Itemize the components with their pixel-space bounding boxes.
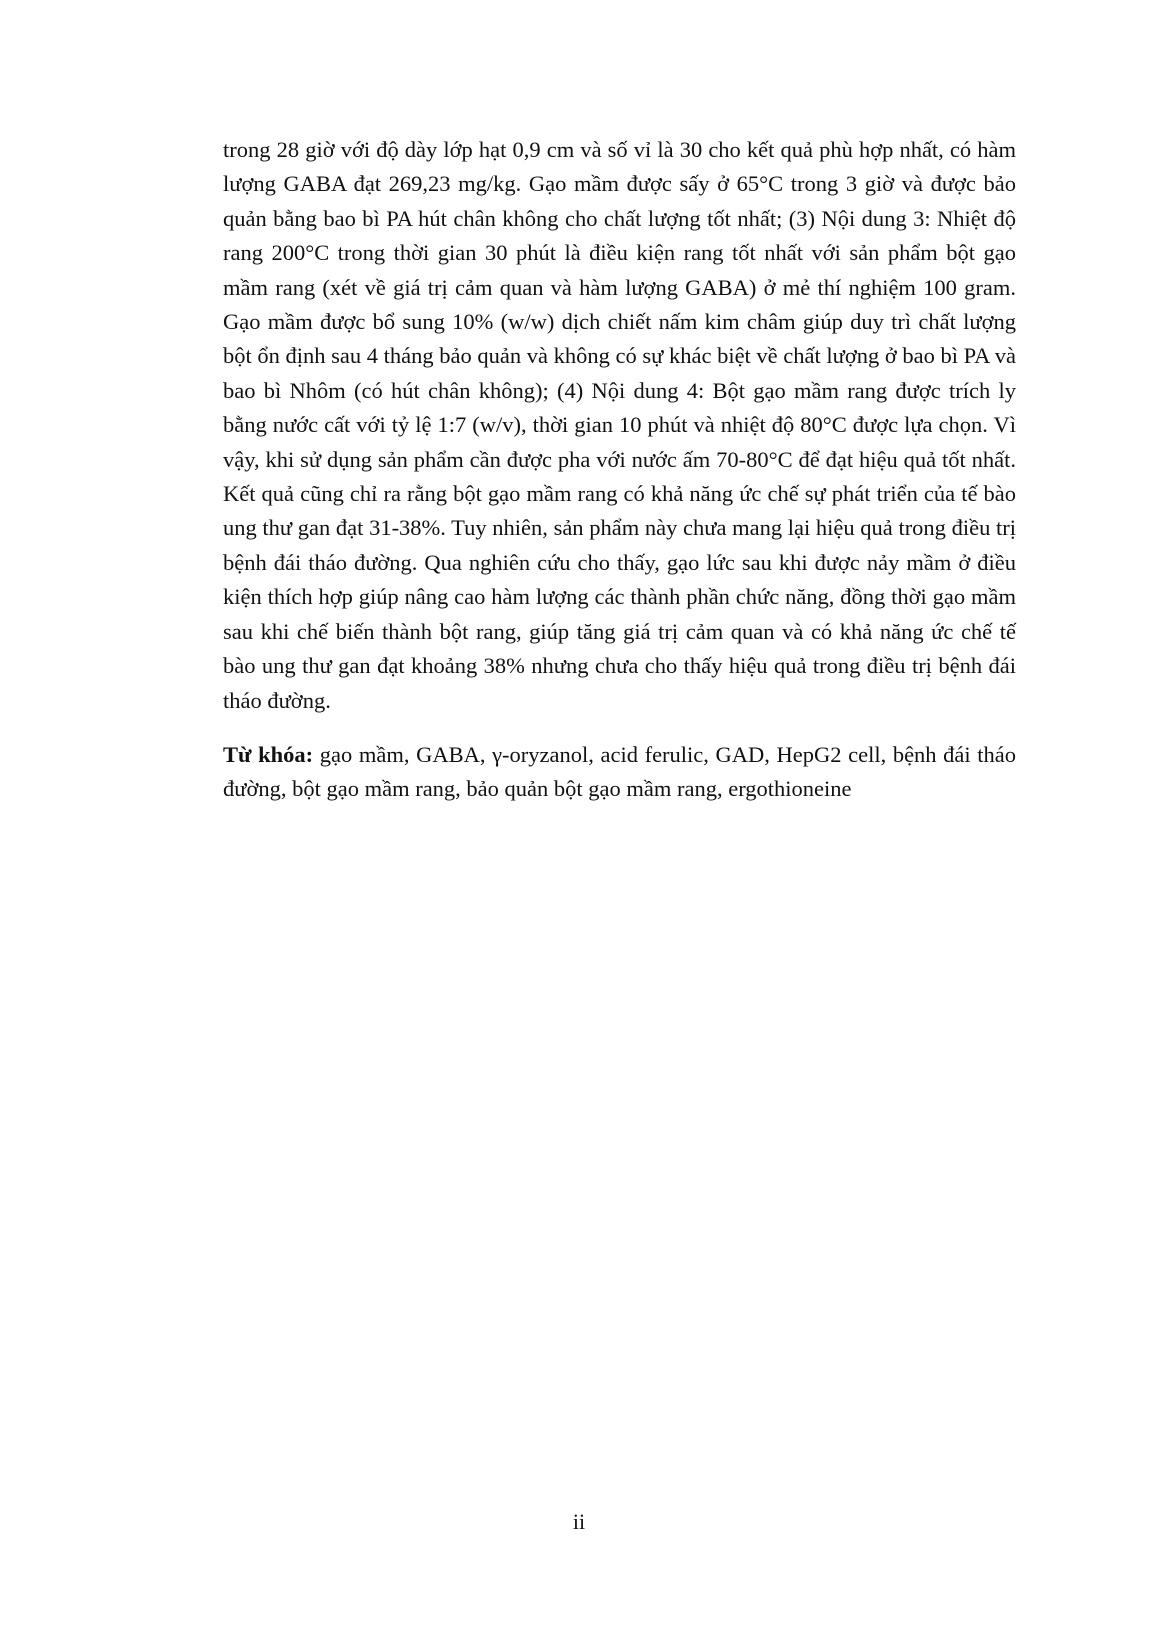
keywords-label: Từ khóa: — [223, 741, 314, 767]
abstract-paragraph: trong 28 giờ với độ dày lớp hạt 0,9 cm và số vỉ là 30 cho kết quả phù hợp nhất, có hàm lượng GABA đạt 269,23 mg/kg. Gạo mầm được sấy ở 65°C trong 3 giờ và được bảo quản bằng bao bì PA hút chân không cho chất lượng tốt nhất; (3) Nội dung 3: Nhiệt độ rang 200°C trong thời gian 30 phút là điều kiện rang tốt nhất với sản phẩm bột gạo mầm rang (xét về giá trị cảm quan và hàm lượng GABA) ở mẻ thí nghiệm 100 gram. Gạo mầm được bổ sung 10% (w/w) dịch chiết nấm kim châm giúp duy trì chất lượng bột ổn định sau 4 tháng bảo quản và không có sự khác biệt về chất lượng ở bao bì PA và bao bì Nhôm (có hút chân không); (4) Nội dung 4: Bột gạo mầm rang được trích ly bằng nước cất với tỷ lệ 1:7 (w/v), thời gian 10 phút và nhiệt độ 80°C được lựa chọn. Vì vậy, khi sử dụng sản phẩm cần được pha với nước ấm 70-80°C để đạt hiệu quả tốt nhất. Kết quả cũng chỉ ra rằng bột gạo mầm rang có khả năng ức chế sự phát triển của tế bào ung thư gan đạt 31-38%. Tuy nhiên, sản phẩm này chưa mang lại hiệu quả trong điều trị bệnh đái tháo đường. Qua nghiên cứu cho thấy, gạo lức sau khi được nảy mầm ở điều kiện thích hợp giúp nâng cao hàm lượng các thành phần chức năng, đồng thời gạo mầm sau khi chế biến thành bột rang, giúp tăng giá trị cảm quan và có khả năng ức chế tế bào ung thư gan đạt khoảng 38% nhưng chưa cho thấy hiệu quả trong điều trị bệnh đái tháo đường. — [223, 137, 1016, 713]
keywords-list: gạo mầm, GABA, γ-oryzanol, acid ferulic, GAD, HepG2 cell, bệnh đái tháo đường, bột gạo mầm rang, bảo quản bột gạo mầm rang, ergothioneine — [223, 741, 1017, 802]
page-content — [223, 133, 1016, 807]
page-number: ii — [572, 1509, 586, 1534]
keywords-paragraph — [223, 738, 1016, 807]
